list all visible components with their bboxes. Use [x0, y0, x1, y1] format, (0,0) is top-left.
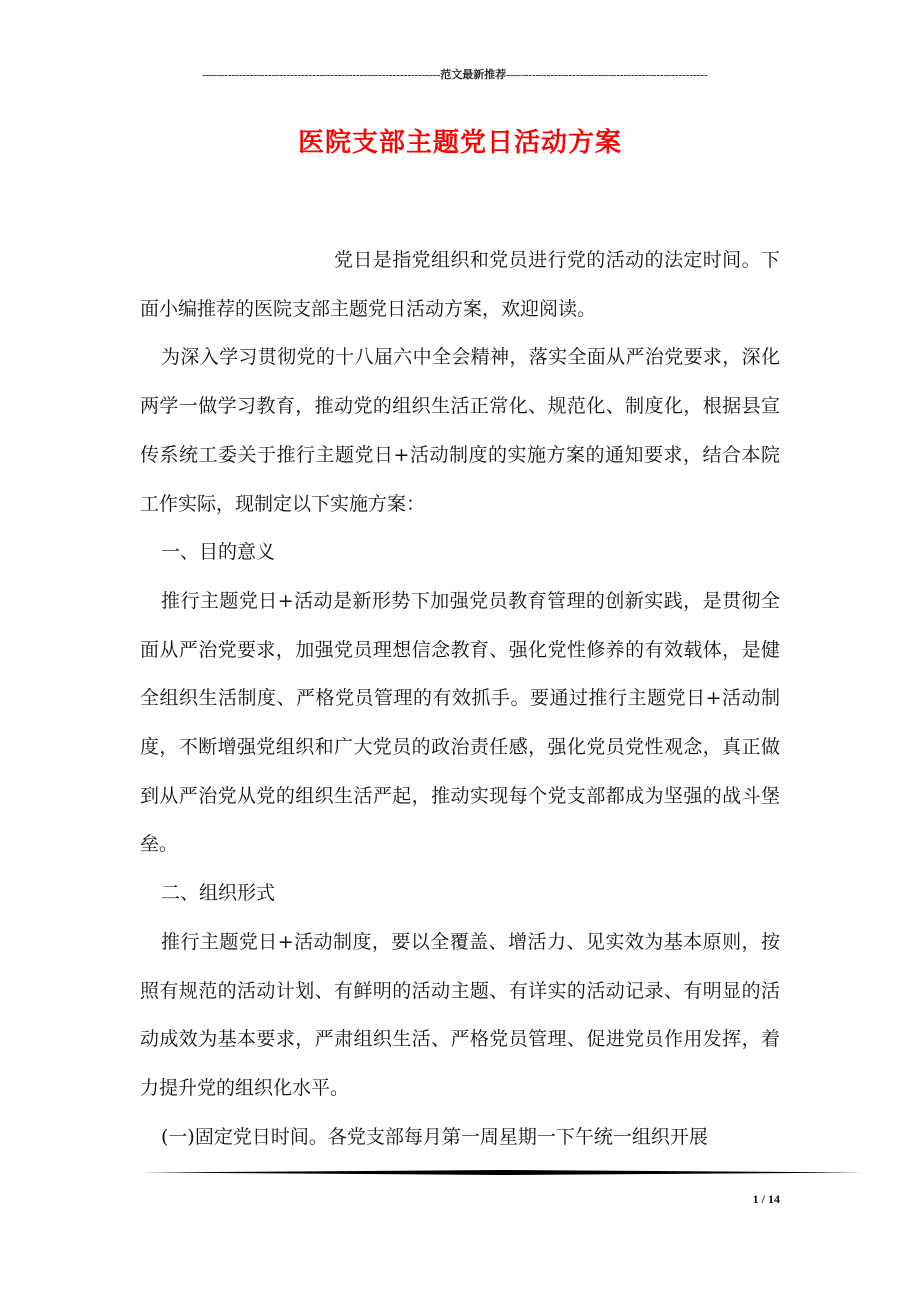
page-number: 1 / 14 — [752, 1192, 780, 1206]
footer-divider — [140, 1170, 864, 1175]
document-title: 医院支部主题党日活动方案 — [297, 128, 622, 158]
section-heading-organization: 二、组织形式 — [161, 882, 276, 905]
significance-paragraph: 推行主题党日+活动是新形势下加强党员教育管理的创新实践，是贯彻全面从严治党要求，加强党员理想信念教育、强化党性修养的有效载体，是健全组织生活制度、严格党员管理的有效抓手。要通过推行主题党日+活动制度，不断增强党组织和广大党员的政治责任感，强化党员党性观念，真正做到从严治党从党的组织生活严起，推动实现每个党支部都成为坚强的战斗堡垒。 — [140, 589, 780, 856]
section-heading-purpose: 一、目的意义 — [161, 541, 276, 564]
intro-paragraph: 党日是指党组织和党员进行党的活动的法定时间。下面小编推荐的医院支部主题党日活动方案，欢迎阅读。 — [140, 249, 780, 320]
fixed-date-paragraph: (一)固定党日时间。各党支部每月第一周星期一下午统一组织开展 — [161, 1125, 708, 1148]
document-body — [140, 236, 780, 1161]
header-banner: -----------------------------------------------------------------范文最新推荐------------------------------------------------------- — [202, 69, 708, 81]
organization-paragraph: 推行主题党日+活动制度，要以全覆盖、增活力、见实效为基本原则，按照有规范的活动计划、有鲜明的活动主题、有详实的活动记录、有明显的活动成效为基本要求，严肃组织生活、严格党员管理、促进党员作用发挥，着力提升党的组织化水平。 — [140, 930, 780, 1099]
purpose-paragraph: 为深入学习贯彻党的十八届六中全会精神，落实全面从严治党要求，深化两学一做学习教育，推动党的组织生活正常化、规范化、制度化，根据县宣传系统工委关于推行主题党日+活动制度的实施方案的通知要求，结合本院工作实际，现制定以下实施方案： — [140, 346, 780, 515]
